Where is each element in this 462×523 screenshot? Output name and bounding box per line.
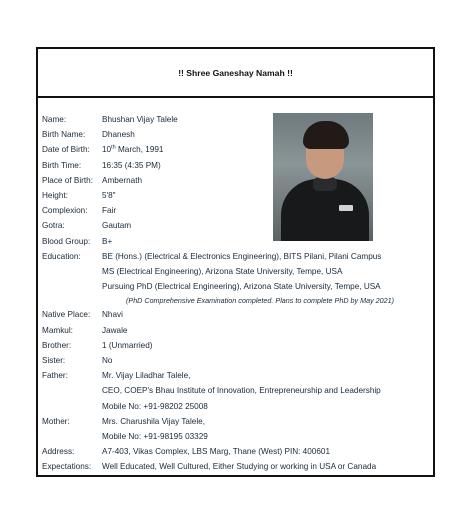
mother-line-1: Mrs. Charushila Vijay Talele,: [102, 416, 205, 426]
father-line-2: CEO, COEP's Bhau Institute of Innovation, Entrepreneurship and Leadership: [102, 386, 381, 396]
father-row: [42, 368, 394, 383]
mamkul-value: Jawale: [102, 325, 128, 335]
native-place-row: [42, 307, 394, 322]
place-of-birth-row: [42, 173, 394, 188]
mother-line-2: Mobile No: +91-98195 03329: [102, 432, 208, 442]
height-label: Height:: [42, 191, 68, 201]
father-row-2: [42, 383, 394, 398]
mother-label: Mother:: [42, 416, 70, 426]
native-place-value: Nhavi: [102, 310, 123, 320]
name-row: [42, 112, 394, 127]
mother-row: [42, 414, 394, 429]
biodata-frame: [36, 47, 435, 477]
expectations-label: Expectations:: [42, 462, 92, 472]
father-line-1: Mr. Vijay Liladhar Talele,: [102, 371, 191, 381]
sister-row: [42, 353, 394, 368]
education-note: (PhD Comprehensive Examination completed. Plans to complete PhD by May 2021): [126, 296, 395, 306]
complexion-label: Complexion:: [42, 206, 88, 216]
name-value: Bhushan Vijay Talele: [102, 115, 178, 124]
address-label: Address:: [42, 447, 75, 457]
blood-group-row: [42, 234, 394, 249]
education-line-2: MS (Electrical Engineering), Arizona State University, Tempe, USA: [102, 267, 343, 277]
education-line-3: Pursuing PhD (Electrical Engineering), Arizona State University, Tempe, USA: [102, 282, 381, 292]
expectations-row: [42, 459, 394, 474]
dob-day-suffix: th: [111, 144, 116, 151]
education-row: [42, 249, 394, 264]
gotra-value: Gautam: [102, 221, 132, 231]
complexion-value: Fair: [102, 206, 117, 216]
birth-name-value: Dhanesh: [102, 130, 135, 140]
gotra-row: [42, 218, 394, 233]
mother-row-2: [42, 429, 394, 444]
birth-name-label: Birth Name:: [42, 130, 86, 140]
birth-time-label: Birth Time:: [42, 160, 82, 170]
place-of-birth-value: Ambernath: [102, 175, 143, 185]
address-row: [42, 444, 394, 459]
father-label: Father:: [42, 371, 68, 381]
education-row-3: [42, 279, 394, 294]
biodata-details: [42, 112, 394, 475]
education-label: Education:: [42, 251, 81, 261]
address-value: A7-403, Vikas Complex, LBS Marg, Thane (West) PIN: 400601: [102, 447, 330, 457]
mamkul-label: Mamkul:: [42, 325, 73, 335]
height-row: [42, 188, 394, 203]
name-label: Name:: [42, 115, 67, 124]
father-row-3: [42, 399, 394, 414]
dob-day: 10: [102, 145, 112, 155]
complexion-row: [42, 203, 394, 218]
dob-value: [102, 142, 394, 157]
dob-month-year: March, 1991: [115, 145, 164, 155]
birth-time-row: [42, 158, 394, 173]
birth-time-value: 16:35 (4:35 PM): [102, 160, 161, 170]
education-line-1: BE (Hons.) (Electrical & Electronics Engineering), BITS Pilani, Pilani Campus: [102, 251, 382, 261]
mamkul-row: [42, 323, 394, 338]
place-of-birth-label: Place of Birth:: [42, 175, 93, 185]
dob-label: Date of Birth:: [42, 145, 90, 155]
brother-row: [42, 338, 394, 353]
blood-group-value: B+: [102, 236, 113, 246]
sister-label: Sister:: [42, 356, 66, 366]
expectations-value: Well Educated, Well Cultured, Either Studying or working in USA or Canada: [102, 462, 377, 472]
document-title: !! Shree Ganeshay Namah !!: [38, 49, 433, 98]
sister-value: No: [102, 356, 113, 366]
brother-value: 1 (Unmarried): [102, 340, 153, 350]
birth-name-row: [42, 127, 394, 142]
dob-row: [42, 142, 394, 157]
brother-label: Brother:: [42, 340, 72, 350]
education-row-2: [42, 264, 394, 279]
native-place-label: Native Place:: [42, 310, 91, 320]
height-value: 5'8": [102, 191, 116, 201]
father-line-3: Mobile No: +91-98202 25008: [102, 401, 208, 411]
blood-group-label: Blood Group:: [42, 236, 91, 246]
gotra-label: Gotra:: [42, 221, 65, 231]
